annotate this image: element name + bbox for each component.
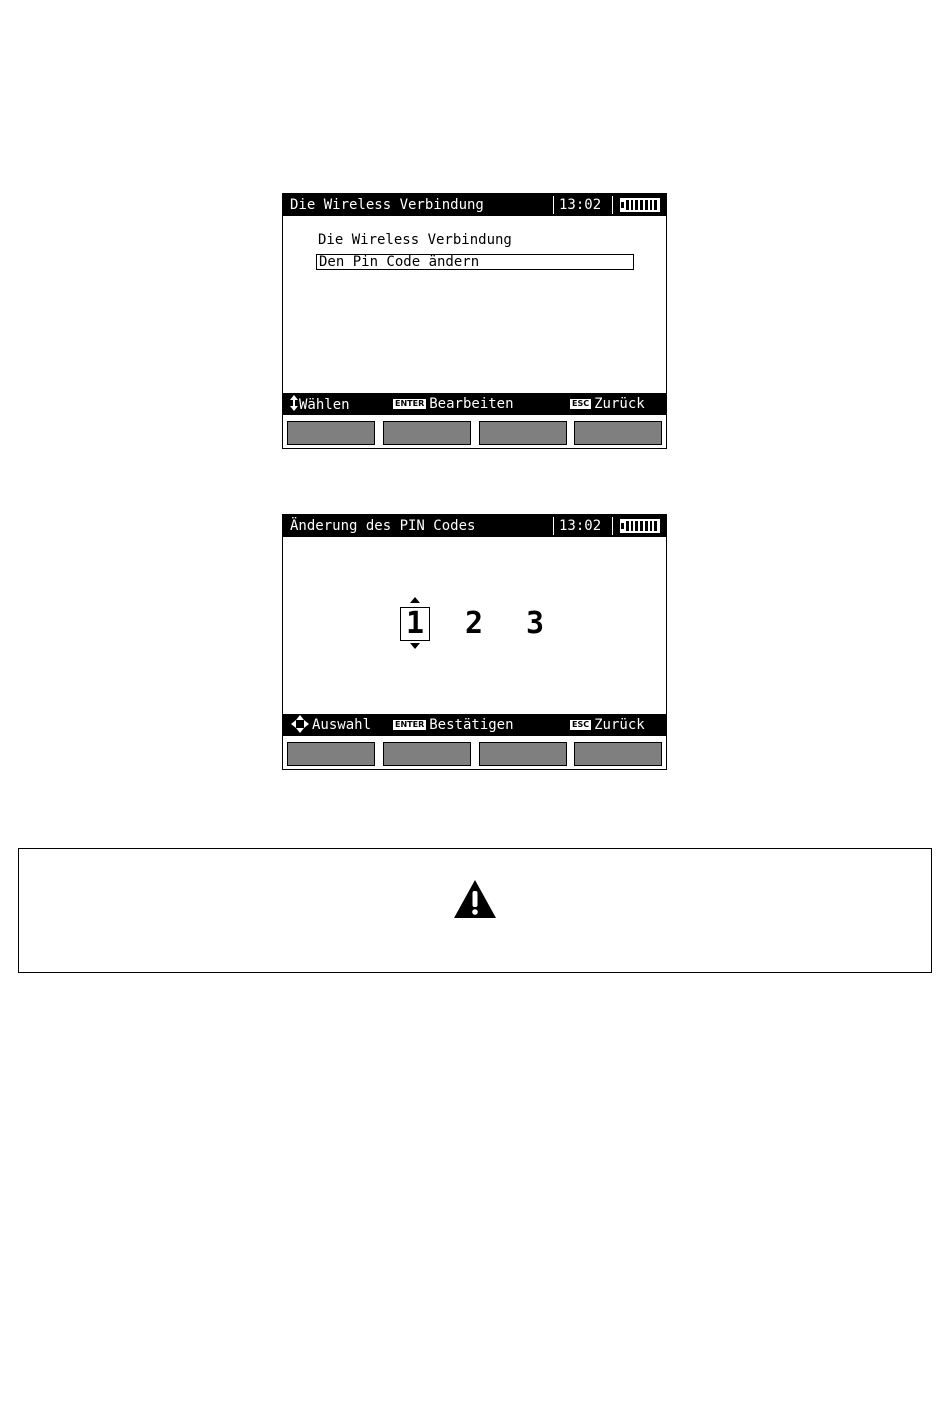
hint-bar [283, 393, 666, 415]
title-separator [553, 196, 554, 214]
title-separator [612, 517, 613, 535]
warning-box [18, 848, 932, 973]
four-way-arrow-icon [291, 715, 309, 733]
pin-code-row [283, 603, 666, 653]
enter-key-icon: ENTER [395, 399, 425, 408]
enter-hint: ENTER Bestätigen [395, 717, 514, 733]
digit-up-arrow-icon[interactable] [410, 597, 420, 603]
softkey-row [287, 742, 663, 766]
warning-icon [453, 879, 497, 919]
hint-bar [283, 714, 666, 736]
enter-key-icon: ENTER [395, 720, 425, 729]
softkey-2[interactable] [383, 421, 471, 445]
softkey-1[interactable] [287, 742, 375, 766]
softkey-4[interactable] [574, 421, 662, 445]
pin-digit-1[interactable]: 1 [400, 607, 430, 641]
softkey-2[interactable] [383, 742, 471, 766]
title-bar [283, 194, 666, 216]
select-hint: Wählen [289, 393, 350, 416]
title-separator [612, 196, 613, 214]
menu-item-change-pin[interactable]: Den Pin Code ändern [316, 254, 634, 270]
softkey-3[interactable] [479, 421, 567, 445]
title-bar [283, 515, 666, 537]
enter-hint: ENTER Bearbeiten [395, 396, 514, 412]
esc-hint: ESC Zurück [572, 396, 645, 412]
screen-title: Änderung des PIN Codes [290, 518, 476, 534]
softkey-row [287, 421, 663, 445]
device-screen-pin-change [282, 514, 667, 770]
esc-key-icon: ESC [572, 720, 590, 729]
battery-icon [620, 519, 660, 533]
updown-arrow-icon [289, 393, 299, 413]
esc-hint: ESC Zurück [572, 717, 645, 733]
softkey-3[interactable] [479, 742, 567, 766]
clock: 13:02 [559, 197, 602, 213]
screen-title: Die Wireless Verbindung [290, 197, 484, 213]
esc-key-icon: ESC [572, 399, 590, 408]
clock: 13:02 [559, 518, 602, 534]
softkey-1[interactable] [287, 421, 375, 445]
pin-digit-3[interactable]: 3 [526, 606, 545, 641]
pin-digit-2[interactable]: 2 [465, 606, 484, 641]
select-hint: Auswahl [291, 714, 371, 736]
battery-icon [620, 198, 660, 212]
digit-down-arrow-icon[interactable] [410, 643, 420, 649]
title-separator [553, 517, 554, 535]
device-screen-wireless [282, 193, 667, 449]
menu-item-wireless-connection[interactable]: Die Wireless Verbindung [318, 232, 512, 248]
softkey-4[interactable] [574, 742, 662, 766]
